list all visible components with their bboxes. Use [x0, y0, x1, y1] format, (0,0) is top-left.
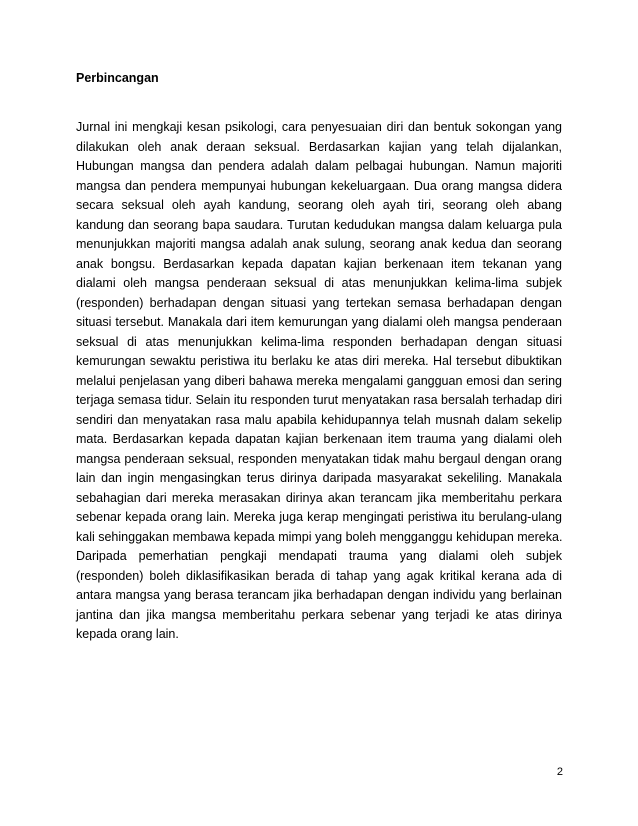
paragraph-line: dialami oleh mangsa penderaan seksual di atas menunjukkan kelima-lima subjek — [76, 276, 562, 290]
paragraph-line: menunjukkan majoriti mangsa adalah anak sulung, seorang anak kedua dan seorang — [76, 237, 562, 251]
paragraph-line: situasi tersebut. Manakala dari item kemurungan yang dialami oleh mangsa penderaan — [76, 315, 562, 329]
section-heading: Perbincangan — [76, 71, 159, 85]
paragraph-line: dilakukan oleh anak deraan seksual. Berdasarkan kajian yang telah dijalankan, — [76, 139, 562, 154]
paragraph-line: lain dan ingin mengasingkan terus dirinya daripada masyarakat sekeliling. Manakala — [76, 471, 562, 485]
paragraph-line: seksual di atas menunjukkan kelima-lima responden berhadapan dengan situasi — [76, 334, 562, 349]
page-number: 2 — [556, 766, 563, 778]
paragraph-line: antara mangsa yang berasa terancam jika berhadapan dengan individu yang berlainan — [76, 588, 562, 602]
discussion-paragraph — [76, 118, 562, 645]
paragraph-line: terjaga semasa tidur. Selain itu responden turut menyatakan rasa bersalah terhadap diri — [76, 393, 562, 407]
paragraph-line: kemurungan sewaktu peristiwa itu berlaku ke atas diri mereka. Hal tersebut dibuktikan — [76, 354, 562, 368]
paragraph-line: (responden) berhadapan dengan situasi yang tertekan semasa berhadapan dengan — [76, 295, 562, 310]
paragraph-line: secara seksual oleh ayah kandung, seorang oleh ayah tiri, seorang oleh abang — [76, 198, 562, 212]
paragraph-line: sendiri dan menyatakan rasa malu apabila kehidupannya telah musnah dalam sekelip — [76, 412, 562, 427]
paragraph-line: kepada orang lain. — [76, 627, 179, 641]
paragraph-line: kali sehinggakan membawa kepada mimpi yang boleh mengganggu kehidupan mereka. — [76, 529, 563, 544]
paragraph-line: Jurnal ini mengkaji kesan psikologi, cara penyesuaian diri dan bentuk sokongan yang — [76, 120, 562, 134]
paragraph-line: anak bongsu. Berdasarkan kepada dapatan kajian berkenaan item tekanan yang — [76, 256, 562, 271]
paragraph-line: kandung dan seorang bapa saudara. Turutan kedudukan mangsa dalam keluarga pula — [76, 217, 562, 232]
paragraph-line: mata. Berdasarkan kepada dapatan kajian berkenaan item trauma yang dialami oleh — [76, 432, 562, 446]
paragraph-line: sebahagian dari mereka merasakan dirinya akan terancam jika memberitahu perkara — [76, 490, 562, 505]
paragraph-line: jantina dan jika mangsa memberitahu perkara sebenar yang terjadi ke atas dirinya — [76, 607, 562, 622]
paragraph-line: mangsa dan pendera mempunyai hubungan kekeluargaan. Dua orang mangsa didera — [76, 178, 562, 193]
paragraph-line: (responden) boleh diklasifikasikan berada di tahap yang agak kritikal kerana ada di — [76, 568, 562, 583]
paragraph-line: Daripada pemerhatian pengkaji mendapati trauma yang dialami oleh subjek — [76, 549, 562, 563]
paragraph-line: sebenar kepada orang lain. Mereka juga kerap mengingati peristiwa itu berulang-ulang — [76, 510, 562, 524]
paragraph-line: melalui penjelasan yang diberi bahawa mereka mengalami gangguan emosi dan sering — [76, 373, 562, 388]
paragraph-line: mangsa penderaan seksual, responden menyatakan tidak mahu bergaul dengan orang — [76, 451, 562, 466]
paragraph-line: Hubungan mangsa dan pendera adalah dalam pelbagai hubungan. Namun majoriti — [76, 159, 562, 173]
